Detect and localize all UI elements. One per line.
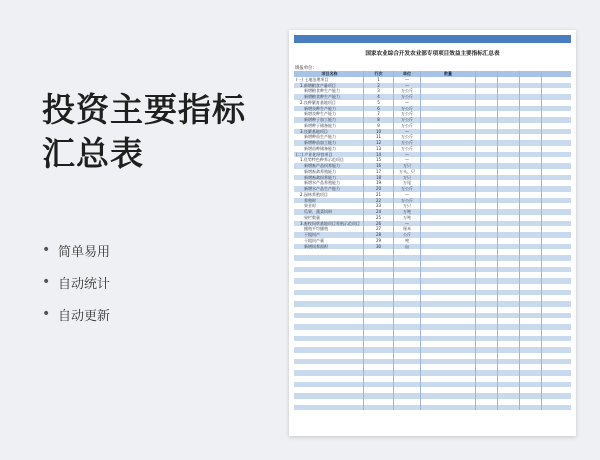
table-cell: 13 bbox=[364, 146, 394, 152]
table-cell: 22 bbox=[364, 198, 394, 204]
table-cell: 万公斤 bbox=[394, 134, 421, 140]
bullet-dot-icon: • bbox=[42, 242, 51, 258]
table-cell: 2 bbox=[364, 83, 394, 89]
table-cell: 亩 bbox=[394, 244, 421, 250]
table-cell: 新增良种生产能力 bbox=[294, 111, 364, 117]
table-cell: 9 bbox=[364, 123, 394, 129]
table-cell: 19 bbox=[364, 180, 394, 186]
table-cell: 果业时 bbox=[294, 203, 364, 209]
table-cell: 万公斤 bbox=[394, 140, 421, 146]
table-cell: 新增种子加工能力 bbox=[294, 117, 364, 123]
feature-item bbox=[42, 266, 110, 298]
bullet-dot-icon: • bbox=[42, 274, 51, 290]
table-cell: 新增粮食种生产能力 bbox=[294, 94, 364, 100]
table-cell: 新增苗种储备能力 bbox=[294, 146, 364, 152]
table-cell: 万公斤 bbox=[394, 94, 421, 100]
table-cell: 2.良种繁育基地项目 bbox=[294, 100, 364, 106]
table-cell: 1.新增粮食产量项目 bbox=[294, 83, 364, 89]
table-cell: 万吨 bbox=[394, 215, 421, 221]
table-cell: 15 bbox=[364, 157, 394, 163]
table-cell: 24 bbox=[364, 209, 394, 215]
table-cell: 万公斤 bbox=[394, 111, 421, 117]
table-cell: 播殖平均播殖 bbox=[294, 226, 364, 232]
table-cell: 3 bbox=[364, 88, 394, 94]
feature-label: 自动更新 bbox=[58, 308, 111, 324]
table-cell: (二) 产业化经营项目 bbox=[294, 152, 364, 158]
table-cell bbox=[421, 405, 476, 411]
table-cell: — bbox=[394, 152, 421, 158]
page-title: 投资主要指标汇总表 bbox=[42, 90, 246, 173]
table-cell: 万头、只 bbox=[394, 169, 421, 175]
table-cell: 万尾 bbox=[394, 180, 421, 186]
table-cell: 瓜果、蔬菜饲料 bbox=[294, 209, 364, 215]
table-cell bbox=[542, 405, 571, 411]
unit-label: 填报单位: bbox=[295, 66, 315, 71]
table-cell: 29 bbox=[364, 238, 394, 244]
table-cell: 新增水产品养殖能力 bbox=[294, 180, 364, 186]
column-header: 项目名称 bbox=[294, 71, 364, 77]
column-header: 单位 bbox=[394, 71, 421, 77]
table-cell: 6 bbox=[364, 106, 394, 112]
table-cell: 公斤 bbox=[394, 232, 421, 238]
table-cell: 1 bbox=[364, 77, 394, 83]
table-cell: 8 bbox=[364, 117, 394, 123]
table-cell: 23 bbox=[364, 203, 394, 209]
table-cell: 万公斤 bbox=[394, 186, 421, 192]
feature-label: 简单易用 bbox=[58, 244, 111, 260]
table-cell: — bbox=[394, 192, 421, 198]
table-cell: 万公斤 bbox=[394, 198, 421, 204]
column-header: 数量 bbox=[421, 71, 476, 77]
table-cell bbox=[520, 405, 542, 411]
table-cell: 5 bbox=[364, 100, 394, 106]
table-cell bbox=[476, 405, 498, 411]
table-cell: 10 bbox=[364, 129, 394, 135]
table-cell: — bbox=[394, 83, 421, 89]
table-cell: (一) 土地治理项目 bbox=[294, 77, 364, 83]
table-cell: 新增种苗生产能力 bbox=[294, 134, 364, 140]
table-cell: 新增种子储备能力 bbox=[294, 123, 364, 129]
table-cell bbox=[394, 405, 421, 411]
table-cell: 吨 bbox=[394, 238, 421, 244]
table-cell: 万只 bbox=[394, 163, 421, 169]
table-cell: 万公斤 bbox=[394, 117, 421, 123]
sheet-grid bbox=[294, 71, 571, 410]
table-cell: 养殖时 bbox=[294, 198, 364, 204]
table-cell: 3.良繁基地项目 bbox=[294, 129, 364, 135]
table-cell: 干粗饲产量 bbox=[294, 238, 364, 244]
table-cell: 万公斤 bbox=[394, 123, 421, 129]
table-cell: 万只 bbox=[394, 175, 421, 181]
table-cell: — bbox=[394, 129, 421, 135]
table-cell: 26 bbox=[364, 221, 394, 227]
table-cell: 万公斤 bbox=[394, 146, 421, 152]
table-cell: 新增畜禽养殖能力 bbox=[294, 169, 364, 175]
table-cell: 新增种苗加工能力 bbox=[294, 140, 364, 146]
table-cell: — bbox=[394, 100, 421, 106]
table-cell: 新增饲养面积 bbox=[294, 244, 364, 250]
table-cell: 30 bbox=[364, 244, 394, 250]
bullet-dot-icon: • bbox=[42, 306, 51, 322]
table-cell bbox=[498, 405, 520, 411]
table-cell: 万公斤 bbox=[394, 88, 421, 94]
sheet-header-bar bbox=[294, 35, 571, 43]
table-cell: 11 bbox=[364, 134, 394, 140]
table-cell: 新增水产品生产能力 bbox=[294, 186, 364, 192]
table-cell: 2.园林养殖项目 bbox=[294, 192, 364, 198]
feature-item bbox=[42, 234, 110, 266]
table-cell: 新增畜产品饲养能力 bbox=[294, 163, 364, 169]
table-cell: 17 bbox=[364, 169, 394, 175]
table-cell: 新增良种生产能力 bbox=[294, 106, 364, 112]
table-cell: 万公斤 bbox=[394, 106, 421, 112]
table-cell: 20 bbox=[364, 186, 394, 192]
feature-item bbox=[42, 298, 110, 330]
table-cell: 厘米 bbox=[394, 226, 421, 232]
table-cell: 18 bbox=[364, 175, 394, 181]
table-cell: 果栏数量 bbox=[294, 215, 364, 221]
table-cell: — bbox=[394, 157, 421, 163]
table-cell: 7 bbox=[364, 111, 394, 117]
table-cell: — bbox=[394, 77, 421, 83]
table-cell: — bbox=[394, 221, 421, 227]
table-cell: 万只 bbox=[394, 203, 421, 209]
table-cell: 25 bbox=[364, 215, 394, 221]
table-cell: 28 bbox=[364, 232, 394, 238]
table-cell: 新增畜禽饲养能力 bbox=[294, 175, 364, 181]
table-cell: 万吨 bbox=[394, 209, 421, 215]
table-cell: 1.优势特色种养示范项目 bbox=[294, 157, 364, 163]
table-cell: 27 bbox=[364, 226, 394, 232]
table-cell: 3.畜牧饲草基地项目养殖示范项目 bbox=[294, 221, 364, 227]
table-cell: 新增粮食种生产能力 bbox=[294, 88, 364, 94]
sheet-title: 国家农业综合开发农业部专项项目效益主要指标汇总表 bbox=[365, 51, 500, 57]
table-cell: 干粗饲产 bbox=[294, 232, 364, 238]
feature-list bbox=[42, 234, 110, 330]
column-header: 行次 bbox=[364, 71, 394, 77]
table-row bbox=[294, 405, 571, 411]
table-cell: 4 bbox=[364, 94, 394, 100]
spreadsheet-preview bbox=[289, 30, 576, 436]
feature-label: 自动统计 bbox=[58, 276, 111, 292]
table-cell bbox=[364, 405, 394, 411]
table-cell: 21 bbox=[364, 192, 394, 198]
table-cell bbox=[294, 405, 364, 411]
table-cell: 12 bbox=[364, 140, 394, 146]
table-cell: 16 bbox=[364, 163, 394, 169]
table-cell: 14 bbox=[364, 152, 394, 158]
